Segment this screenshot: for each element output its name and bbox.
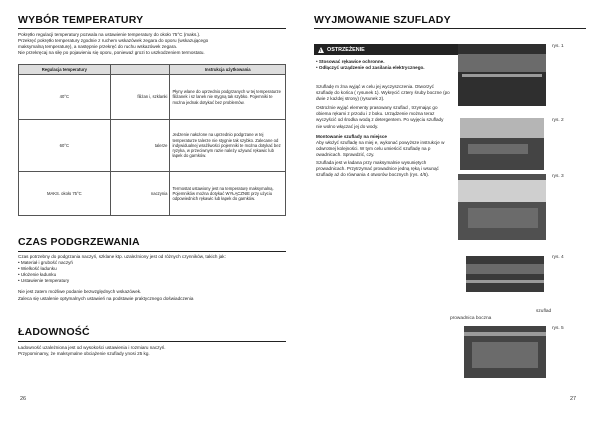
instruction-para-3: Aby włożyć szufladę na miej e, wykonać powyższe instrukcje w odwrotnej kolejności. W tym celu umieścić szufladę na p owadnicach. Sprawdzić, czy.	[316, 139, 445, 157]
table-cell-temp: MAKS. około 75°C	[19, 172, 111, 216]
table-cell-temp: 60°C	[19, 120, 111, 172]
page-number-right: 27	[570, 396, 577, 402]
figure-4-label: rys. 4	[552, 255, 564, 260]
preheat-title-rule	[18, 251, 286, 252]
table-row	[19, 120, 286, 172]
figure-1-label: rys. 1	[552, 44, 564, 49]
temp-intro-line-3: maksymalną temperaturę), a następnie przekręć do ruchu wskazówek zegara.	[18, 44, 178, 50]
instruction-para-2: Ostrożnie wyjąć elementy prasowany szuflad , trzymając go obiema rękami z przodu i z boku. Urządzenie można teraz wyczyścić od środka wodą z detergentem. Po wyjęciu szuflady nie wolno włączać jej do wody.	[316, 105, 444, 129]
load-line-2: Przypominamy, że maksymalne obciążenie szuflady ynosi 25 kg.	[18, 351, 150, 357]
table-cell-temp: 40°C	[19, 75, 111, 120]
table-cell-item: naczynia	[110, 172, 170, 216]
load-title-rule	[18, 341, 286, 342]
figure-3-image	[458, 174, 546, 240]
warning-list	[316, 59, 450, 71]
table-header-temp: Regulacja temperatury	[19, 65, 111, 75]
table-cell-instruction: Jedzenie nałożone na uprzednio podgrzane w tej temperaturze talerze nie stygnie tak szybko. Zalecane od indywidualnej wrażliwości pojemniki te można dotykać bez ryzyka, w przeciwnym razie należy używać rękawic lub łapek do garnków.	[170, 120, 286, 172]
table-header-item	[110, 65, 170, 75]
list-item: • Ułożenie ładunku	[18, 272, 280, 278]
figure-5-image	[464, 326, 546, 378]
table-row	[19, 75, 286, 120]
figure-2-label: rys. 2	[552, 118, 564, 123]
figure-4-drawer	[466, 264, 544, 274]
instruction-para-4: Szuflada jest w ładana przy maksymalnie wysuniętych prowadnicach. Przytrzymać prowadnice jedną ręką i wsunąć szufladę aż do równania 4 otworów bocznych (rys. 4/5).	[316, 160, 439, 178]
drawer-removal-title: WYJMOWANIE SZUFLADY	[314, 14, 451, 26]
preheat-body	[18, 254, 280, 302]
preheat-note-1: Nie jest zatem możliwe podanie bezwzględnych wskazówek.	[18, 289, 142, 295]
table-header-instruction: Instrukcja użytkowania	[170, 65, 286, 75]
figure-5-rail	[464, 332, 546, 336]
list-item: • Odłączyć urządzenie od zasilania elektrycznego.	[316, 65, 450, 71]
temp-intro-line-2: Przekręć pokrętło temperatury zgodnie z ruchem wskazówek zegara do oporu (wskazującego	[18, 38, 209, 44]
figure-3-label: rys. 3	[552, 174, 564, 179]
figure-3-body	[468, 208, 538, 228]
warning-banner	[314, 44, 462, 55]
load-body	[18, 345, 280, 357]
page-number-left: 26	[20, 396, 27, 402]
figure-2-image	[460, 118, 544, 170]
drawer-callout-label: szuflad	[536, 309, 552, 314]
table-cell-instruction: Termostat ustawiony jest na temperaturę maksymalną. Pojemników można dotykać WYŁĄCZNIE przy użyciu odpowiednich rękawic lub łapek do garnków.	[170, 172, 286, 216]
list-item: • Ustawienie temperatury	[18, 278, 280, 284]
figure-1-rail	[462, 74, 542, 77]
table-cell-item: talerze	[110, 120, 170, 172]
table-row	[19, 172, 286, 216]
warning-label: OSTRZEŻENIE	[327, 46, 365, 53]
instruction-para-1: Szufladę m żna wyjąć w celu jej wyczyszczenia. Otworzyć szufladę do końca ( rysunek 1). Wykręcić cztery śruby boczne (po dwie z każdej strony) (rysunek 2).	[316, 84, 450, 102]
figure-5-label: rys. 5	[552, 326, 564, 331]
table-cell-instruction: Płyny wlane do uprzednio podgrzanych w tej temperaturze filiżanek i sz lanek nie stygną tak szybko. Pojemniki te można jednak dotykać bez problemów.	[170, 75, 286, 120]
right-page	[300, 0, 600, 423]
preheat-note-2: Zaleca się ustalenie optymalnych ustawień na podstawie praktycznego doświadczenia	[18, 295, 194, 301]
temp-intro-line-1: Pokrętło regulacji temperatury pozwala na ustawienie temperatury do około 75°C (maks.).	[18, 32, 201, 37]
rail-callout-label: prowadnica boczna	[450, 316, 492, 321]
table-cell-item: filiżan i, szklanki	[110, 75, 170, 120]
figure-3-drawer	[458, 180, 546, 202]
temp-section-title: WYBÓR TEMPERATURY	[18, 14, 144, 26]
drawer-title-rule	[314, 28, 586, 29]
figure-1-image	[458, 44, 546, 106]
figure-1-drawer	[458, 54, 546, 72]
figure-2-drawer-top	[460, 118, 544, 138]
preheat-factor-list	[18, 260, 280, 284]
temp-intro-line-4: Nie przekręcaj na siłę po pojawieniu się oporu, ponieważ grozi to uszkodzeniem termostatu.	[18, 50, 205, 56]
figure-5-body	[472, 342, 538, 368]
mount-title: Montowanie szuflady na miejsce	[316, 133, 387, 139]
preheat-intro: Czas potrzebny do podgrzania naczyń, szklane ktp. uzależniony jest od różnych czynników, takich jak:	[18, 254, 226, 259]
list-item: • Wielkość ładunku	[18, 266, 280, 272]
temperature-table	[18, 64, 286, 216]
drawer-instructions	[316, 84, 450, 178]
table-header-row	[19, 65, 286, 75]
temp-intro	[18, 32, 288, 56]
temp-title-rule	[18, 28, 286, 29]
list-item: • Stosować rękawice ochronne.	[316, 59, 450, 65]
figure-2-screw-area	[468, 144, 528, 154]
list-item: • Materiał i grubość naczyń	[18, 260, 280, 266]
load-line-1: Ładowność uzależniona jest od wysokości ustawienia i rozmiaru naczyń.	[18, 345, 166, 350]
warning-triangle-icon: !	[318, 47, 324, 53]
preheat-section-title: CZAS PODGRZEWANIA	[18, 236, 140, 248]
load-section-title: ŁADOWNOŚĆ	[18, 326, 90, 338]
figure-4-image	[466, 256, 544, 292]
figure-4-rail	[466, 280, 544, 283]
